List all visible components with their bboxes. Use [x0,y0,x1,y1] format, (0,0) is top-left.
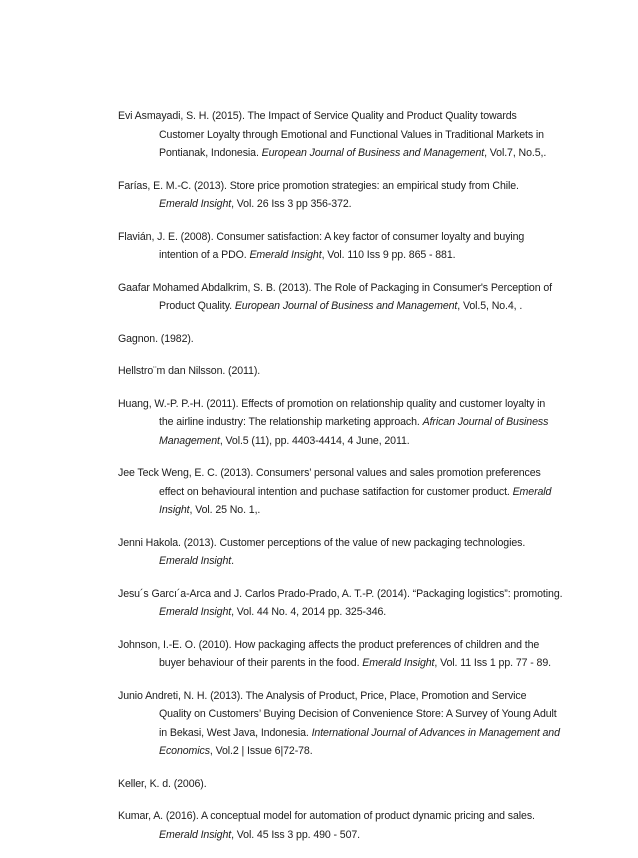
reference-text: , Vol.2 | Issue 6|72-78. [209,745,313,757]
reference-text: Johnson, I.-E. O. (2010). How packaging affects the product preferences of children and the [118,638,540,651]
reference-text: the airline industry: The relationship marketing approach. [159,416,423,428]
reference-line [118,552,578,571]
reference-line [118,228,578,247]
reference-source-title: Emerald Insight [159,828,232,841]
reference-source-title: European Journal of Business and Management [261,147,485,159]
reference-entry [118,279,578,316]
reference-text: , Vol. 45 Iss 3 pp. 490 - 507. [231,828,361,841]
reference-entry [118,228,578,265]
reference-source-title: Emerald Insight [159,555,232,567]
reference-source-title: Insight [159,504,190,516]
reference-entry [118,687,578,761]
reference-line [118,195,578,214]
reference-entry [118,177,578,214]
reference-source-title: International Journal of Advances in Management and [311,726,560,739]
reference-line [118,585,578,604]
reference-entry [118,775,578,794]
reference-source-title: Management [159,434,220,447]
reference-line [118,297,578,316]
reference-text: Jenni Hakola. (2013). Customer perceptions of the value of new packaging technologies. [118,536,526,549]
reference-line [118,654,578,673]
reference-entry [118,330,578,349]
reference-source-title: Emerald Insight [362,657,435,669]
reference-text: effect on behavioural intention and puchase satifaction for customer product. [159,485,513,498]
reference-entry [118,636,578,673]
reference-text: intention of a PDO. [159,249,250,261]
reference-text: Keller, K. d. (2006). [118,777,207,790]
reference-line [118,464,578,483]
reference-entry [118,464,578,520]
reference-text: Customer Loyalty through Emotional and Functional Values in Traditional Markets in [159,128,544,141]
reference-text: , Vol. 44 No. 4, 2014 pp. 325-346. [231,606,387,618]
reference-entry [118,534,578,571]
reference-text: Jee Teck Weng, E. C. (2013). Consumers’ personal values and sales promotion preferences [118,467,541,479]
reference-text: , Vol.5 (11), pp. 4403-4414, 4 June, 2011. [219,434,410,447]
reference-text: Gaafar Mohamed Abdalkrim, S. B. (2013). The Role of Packaging in Consumer's Perception of [118,281,552,294]
reference-line [118,107,578,126]
reference-text: , Vol.7, No.5,. [484,147,547,159]
reference-source-title: Economics [159,745,210,757]
reference-text: , Vol.5, No.4, . [457,300,523,312]
reference-text: Pontianak, Indonesia. [159,147,262,159]
reference-line [118,724,578,743]
reference-line [118,636,578,655]
reference-source-title: Emerald [512,485,552,498]
reference-line [118,246,578,265]
reference-text: . [231,555,234,567]
reference-text: Kumar, A. (2016). A conceptual model for automation of product dynamic pricing and sales. [118,810,535,822]
reference-text: Farías, E. M.-C. (2013). Store price promotion strategies: an empirical study from Chile. [118,179,519,192]
reference-line [118,279,578,298]
reference-line [118,501,578,520]
reference-line [118,775,578,794]
reference-line [118,534,578,553]
reference-line [118,432,578,451]
reference-text: in Bekasi, West Java, Indonesia. [159,726,312,739]
reference-line [118,826,578,845]
reference-text: Jesu´s Garcı´a-Arca and J. Carlos Prado-Prado, A. T.-P. (2014). “Packaging logistics”: promoting. [118,587,563,600]
reference-source-title: Emerald Insight [159,606,232,618]
reference-text: Flavián, J. E. (2008). Consumer satisfaction: A key factor of consumer loyalty and buying [118,230,525,243]
reference-text: , Vol. 25 No. 1,. [189,504,261,516]
reference-source-title: Emerald Insight [249,249,322,261]
reference-line [118,705,578,724]
reference-line [118,144,578,163]
reference-line [118,395,578,414]
reference-entry [118,362,578,381]
reference-entry [118,585,578,622]
reference-text: Gagnon. (1982). [118,332,194,345]
reference-text: Quality on Customers’ Buying Decision of Convenience Store: A Survey of Young Adult [159,708,557,720]
reference-source-title: African Journal of Business [422,416,549,428]
reference-text: , Vol. 26 Iss 3 pp 356-372. [231,198,352,210]
reference-line [118,330,578,349]
reference-entry [118,107,578,163]
reference-text: Junio Andreti, N. H. (2013). The Analysis of Product, Price, Place, Promotion and Service [118,689,527,702]
reference-line [118,483,578,502]
reference-line [118,413,578,432]
reference-text: , Vol. 110 Iss 9 pp. 865 - 881. [321,249,456,261]
reference-line [118,742,578,761]
reference-list [118,107,578,858]
reference-line [118,126,578,145]
reference-line [118,603,578,622]
reference-line [118,807,578,826]
reference-text: Hellstro¨m dan Nilsson. (2011). [118,365,261,377]
reference-text: buyer behaviour of their parents in the food. [159,657,363,669]
reference-source-title: Emerald Insight [159,198,232,210]
reference-text: Huang, W.-P. P.-H. (2011). Effects of promotion on relationship quality and customer loyalty in [118,397,546,410]
reference-entry [118,395,578,451]
reference-line [118,687,578,706]
reference-text: Evi Asmayadi, S. H. (2015). The Impact of Service Quality and Product Quality towards [118,110,517,122]
reference-text: Product Quality. [159,300,235,312]
reference-line [118,362,578,381]
reference-source-title: European Journal of Business and Management [234,300,458,312]
reference-text: , Vol. 11 Iss 1 pp. 77 - 89. [434,657,551,669]
reference-line [118,177,578,196]
